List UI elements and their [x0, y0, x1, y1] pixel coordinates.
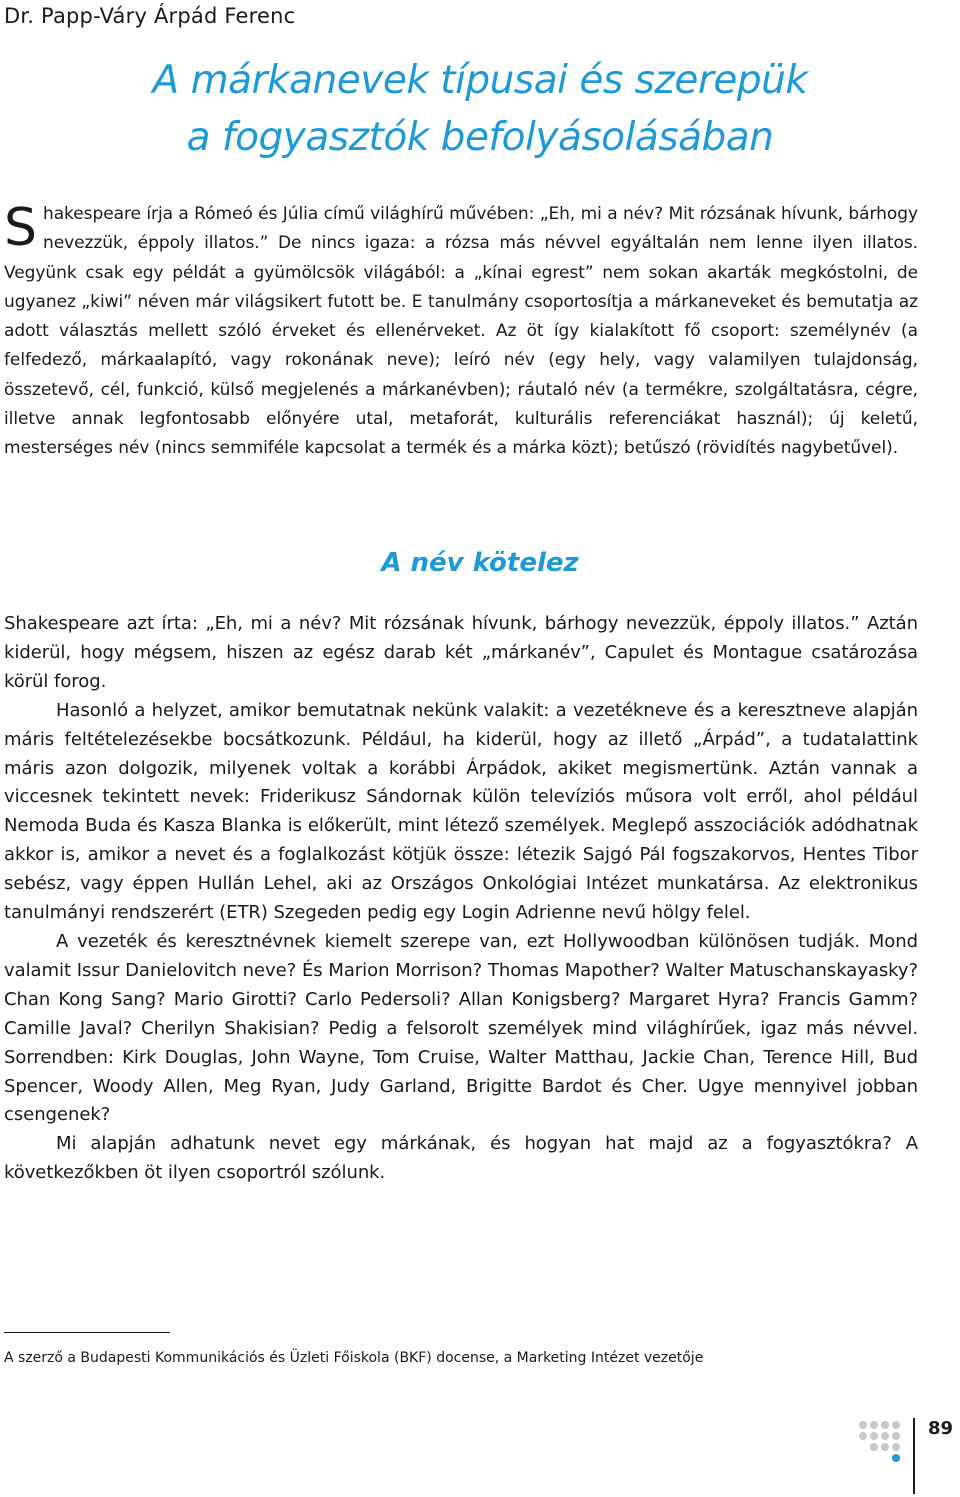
paragraph: Hasonló a helyzet, amikor bemutatnak nekünk valakit: a vezetékneve és a keresztneve alapján máris feltételezésekbe bocsátkozunk. Például, ha kiderül, hogy az illető „Árpád”, a tudatalattink máris azon dolgozik, milyenek voltak a korábbi Árpádok, akiket megismertünk. Aztán vannak a viccesnek tekintett nevek: Friderikusz Sándornak külön televíziós műsora volt erről, ahol például Nemoda Buda és Kasza Blanka is előkerült, mint létező személyek. Meglepő asszociációk adódhatnak akkor is, amikor a nevet és a foglalkozást kötjük össze: létezik Sajgó Pál fogszakorvos, Hentes Tibor sebész, vagy éppen Hullán Lehel, aki az Országos Onkológiai Intézet munkatársa. Az elektronikus tanulmányi rendszerért (ETR) Szegeden pedig egy Login Adrienne nevű hölgy felel.	[4, 699, 918, 924]
abstract-text: hakespeare írja a Rómeó és Júlia című világhírű művében: „Eh, mi a név? Mit rózsának hívunk, bárhogy nevezzük, éppoly illatos.” De nincs igaza: a rózsa más névvel egyáltalán nem lenne ilyen illatos. Vegyünk csak egy példát a gyümölcsök világából: a „kínai egrest” nem sokan akarták megkóstolni, de ugyanez „kiwi” néven már világsikert futott be. E tanulmány csoportosítja a márkaneveket és bemutatja az adott választás mellett szóló érveket és ellenérveket. Az öt így kialakított fő csoport: személynév (a felfedező, márkaalapító, vagy rokonának neve); leíró név (egy hely, vagy valamilyen tulajdonság, összetevő, cél, funkció, külső megjelenés a márkanévben); ráutaló név (a termékre, szolgáltatásra, cégre, illetve annak legfontosabb előnyére utal, metaforát, kulturális referenciákat használ); új keletű, mesterséges név (nincs semmiféle kapcsolat a termék és a márka közt); betűszó (rövidítés nagybetűvel).	[4, 204, 918, 459]
drop-cap: S	[4, 198, 37, 258]
page-number: 89	[928, 1418, 954, 1439]
footnote: A szerző a Budapesti Kommunikációs és Üzleti Főiskola (BKF) docense, a Marketing Intézet vezetője	[4, 1350, 704, 1366]
section-heading: A név kötelez	[381, 548, 579, 578]
article-title	[0, 52, 960, 166]
title-line-2: a fogyasztók befolyásolásában	[186, 115, 774, 160]
decorative-dots-icon	[858, 1420, 904, 1466]
paragraph: Shakespeare azt írta: „Eh, mi a név? Mit rózsának hívunk, bárhogy nevezzük, éppoly illatos.” Aztán kiderül, hogy mégsem, hiszen az egész darab két „márkanév”, Capulet és Montague csatározása körül forog.	[4, 613, 918, 692]
abstract	[4, 200, 918, 464]
title-line-1: A márkanevek típusai és szerepük	[152, 58, 808, 103]
paragraph: A vezeték és keresztnévnek kiemelt szerepe van, ezt Hollywoodban különösen tudják. Mond valamit Issur Danielovitch neve? És Marion Morrison? Thomas Mapother? Walter Matuschanskayasky? Chan Kong Sang? Mario Girotti? Carlo Pedersoli? Allan Konigsberg? Margaret Hyra? Francis Gamm? Camille Javal? Cherilyn Shakisian? Pedig a felsorolt személyek mind világhírűek, igaz más névvel. Sorrendben: Kirk Douglas, John Wayne, Tom Cruise, Walter Matthau, Jackie Chan, Terence Hill, Bud Spencer, Woody Allen, Meg Ryan, Judy Garland, Brigitte Bardot és Cher. Ugye mennyivel jobban csengenek?	[4, 930, 918, 1126]
footnote-rule	[4, 1332, 170, 1333]
page-number-divider	[913, 1418, 915, 1494]
paragraph: Mi alapján adhatunk nevet egy márkának, és hogyan hat majd az a fogyasztókra? A következőkben öt ilyen csoportról szólunk.	[4, 1133, 918, 1184]
author-name: Dr. Papp-Váry Árpád Ferenc	[4, 4, 296, 28]
section-body	[4, 610, 918, 1188]
